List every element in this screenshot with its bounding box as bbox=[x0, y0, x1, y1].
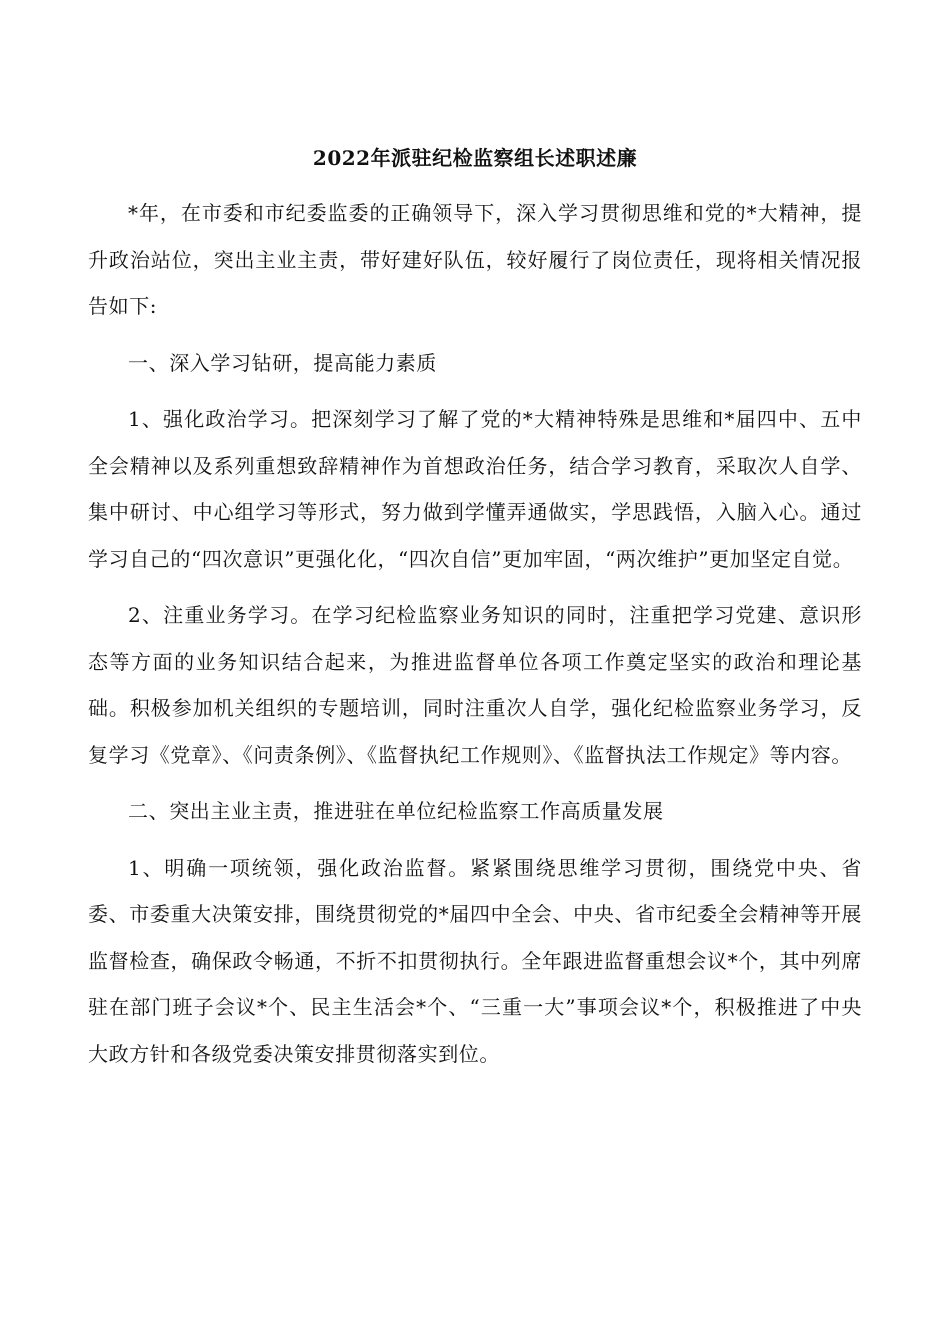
paragraph-political-study: 1、强化政治学习。把深刻学习了解了党的*大精神特殊是思维和*届四中、五中全会精神以及系列重想致辞精神作为首想政治任务，结合学习教育，采取次人自学、集中研讨、中心组学习等形式，努力做到学懂弄通做实，学思践悟，入脑入心。通过学习自己的“四次意识”更强化化，“四次自信”更加牢固，“两次维护”更加坚定自觉。 bbox=[88, 407, 862, 571]
section-heading-2: 二、突出主业主责，推进驻在单位纪检监察工作高质量发展 bbox=[128, 799, 664, 823]
intro-paragraph: *年，在市委和市纪委监委的正确领导下，深入学习贯彻思维和党的*大精神，提升政治站位，突出主业主责，带好建好队伍，较好履行了岗位责任，现将相关情况报告如下: bbox=[88, 201, 862, 318]
document-title: 2022年派驻纪检监察组长述职述廉 bbox=[312, 146, 638, 170]
document-page bbox=[88, 138, 862, 1087]
paragraph-business-study: 2、注重业务学习。在学习纪检监察业务知识的同时，注重把学习党建、意识形态等方面的业务知识结合起来，为推进监督单位各项工作奠定坚实的政治和理论基础。积极参加机关组织的专题培训，同时注重次人自学，强化纪检监察业务学习，反复学习《党章》、《问责条例》、《监督执纪工作规则》、《监督执法工作规定》等内容。 bbox=[88, 603, 862, 767]
paragraph-political-supervision: 1、明确一项统领，强化政治监督。紧紧围绕思维学习贯彻，围绕党中央、省委、市委重大决策安排，围绕贯彻党的*届四中全会、中央、省市纪委全会精神等开展监督检查，确保政令畅通，不折不扣贯彻执行。全年跟进监督重想会议*个，其中列席驻在部门班子会议*个、民主生活会*个、“三重一大”事项会议*个，积极推进了中央大政方针和各级党委决策安排贯彻落实到位。 bbox=[88, 855, 862, 1066]
section-heading-1: 一、深入学习钻研，提高能力素质 bbox=[128, 350, 437, 375]
